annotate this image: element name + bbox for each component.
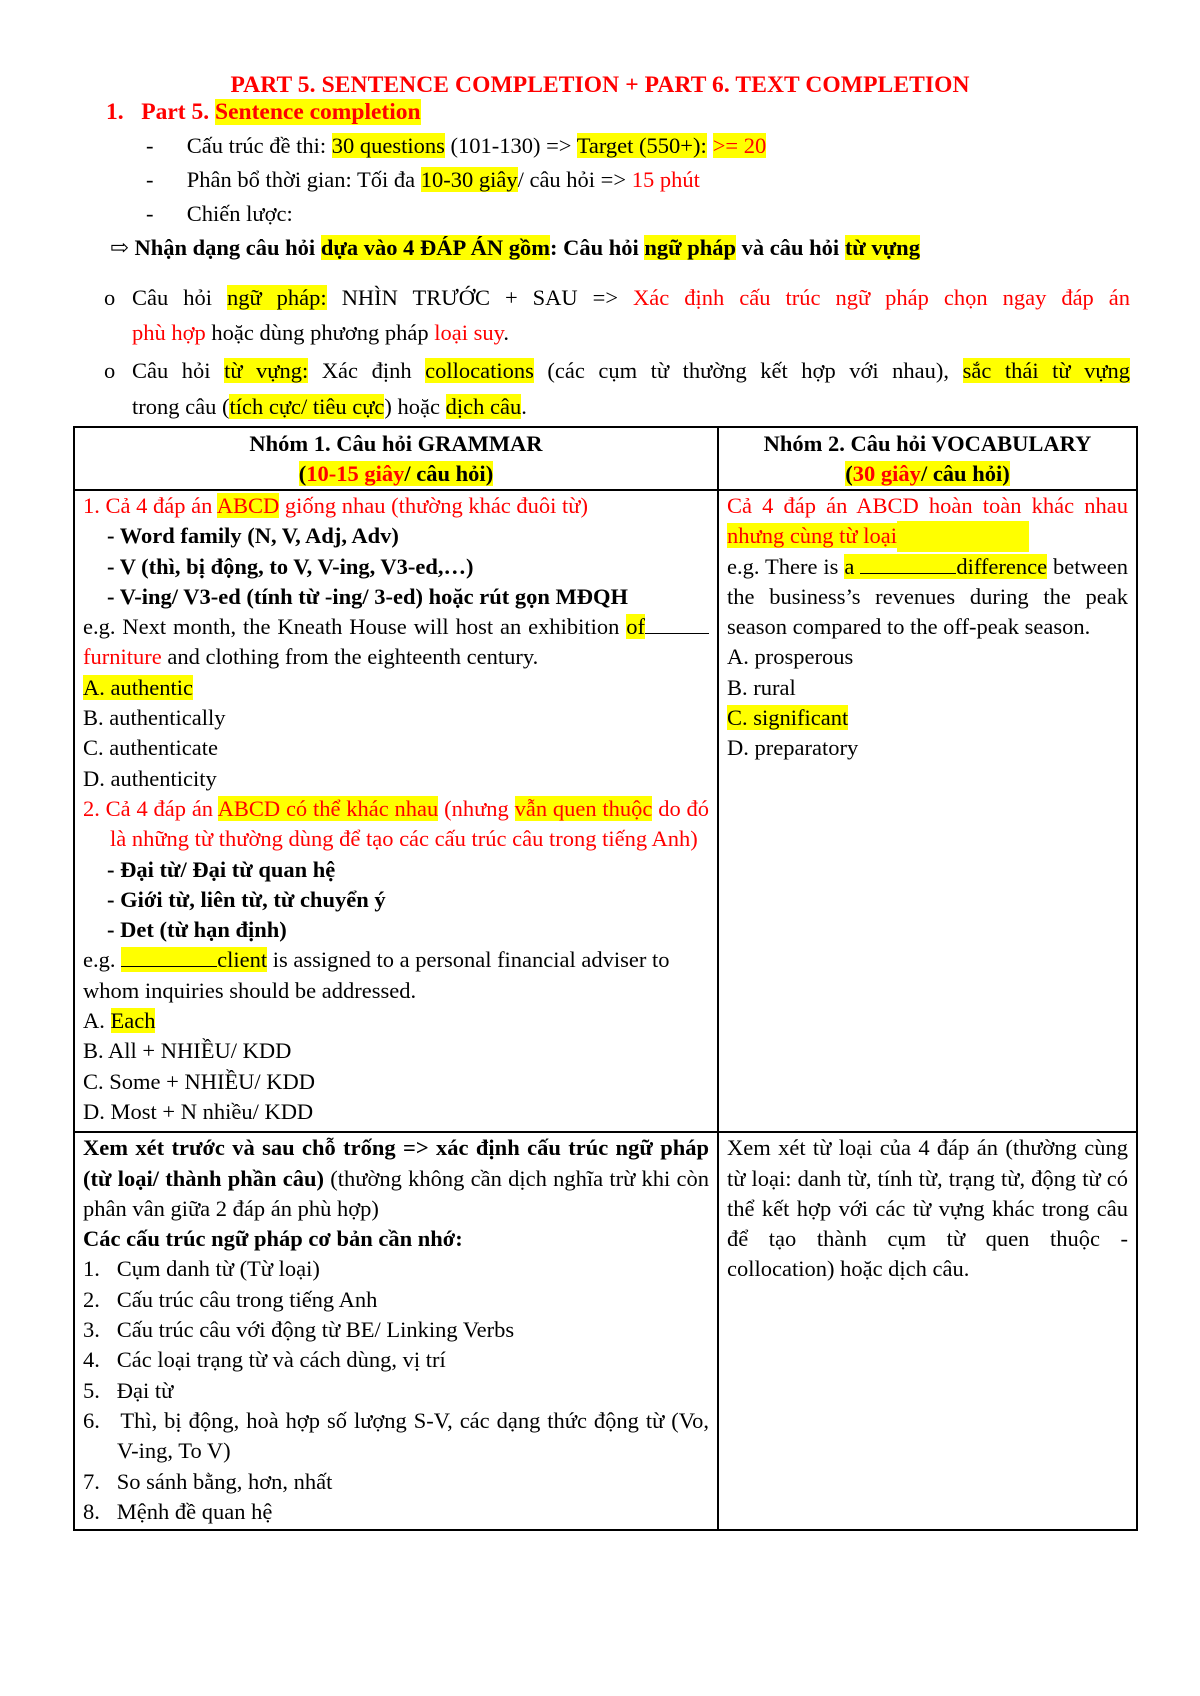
sub2-b: từ vựng: [224,358,309,383]
g1-heading [83,491,709,521]
v1-heading [727,491,1128,552]
v1-eg: e.g. There is [727,553,839,579]
table-row-method [74,1132,1137,1530]
v1-a: Cả 4 đáp án ABCD hoàn toàn khác nhau [727,493,1128,518]
sub2-j: dịch câu [445,394,522,419]
r2-item-5: Đại từ [116,1377,174,1403]
vocab-header-cell [718,427,1137,490]
h2-time-b: 30 giây [852,461,921,486]
structure-goal: >= 20 [712,133,767,158]
g2-rest: is assigned to a personal financial adviser to whom inquiries should be addressed. [83,947,670,1003]
r2-list-item: 5. Đại từ [83,1377,174,1403]
g1-item-ving: - V-ing/ V3-ed (tính từ -ing/ 3-ed) hoặc rút gọn MĐQH [107,583,629,609]
r2-item-3: Cấu trúc câu với động từ BE/ Linking Verbs [116,1317,515,1343]
v1-option-d: D. preparatory [727,735,859,761]
blank-line [645,615,709,634]
sub1-f: hoặc dùng phương pháp [211,320,429,345]
arrow-text-b: dựa vào 4 ĐÁP ÁN gồm [320,235,550,260]
strategy-label: Chiến lược: [186,201,293,226]
sub1-a: Câu hỏi [132,285,212,310]
bullet-time [146,165,700,195]
sub1-c: NHÌN TRƯỚC + SAU => [341,285,619,310]
r2-item-8: Mệnh đề quan hệ [116,1498,273,1524]
arrow-text-e: và câu hỏi [741,235,840,260]
r2-item-4: Các loại trạng từ và cách dùng, vị trí [116,1347,446,1373]
sub2-a: Câu hỏi [132,358,211,383]
sub-bullet-vocab-cont [132,392,527,422]
g2-option-b: B. All + NHIỀU/ KDD [83,1038,292,1064]
g2-eg: e.g. [83,947,116,973]
dash-glyph: - [146,201,154,226]
g2-item-preposition: - Giới từ, liên từ, từ chuyển ý [107,886,386,912]
sub1-d: Xác định cấu trúc ngữ pháp chọn ngay đáp án [633,285,1131,310]
g2-option-a [83,1006,709,1036]
g1-furniture: furniture [83,644,162,670]
sub2-h: tích cực/ tiêu cực [229,394,385,419]
sub1-e: phù hợp [132,320,206,345]
sub2-k: . [521,394,527,419]
bullet-structure [146,131,766,161]
v1-b: nhưng cùng từ loại [727,523,897,549]
v1-option-b: B. rural [727,674,796,700]
arrow-right-icon: ⇨ [110,235,129,260]
r2-item-2: Cấu trúc câu trong tiếng Anh [116,1286,378,1312]
time-total: 15 phút [631,167,700,192]
vocab-header-title: Nhóm 2. Câu hỏi VOCABULARY [763,431,1092,456]
arrow-text-f: từ vựng [844,235,920,260]
sub2-g: trong câu ( [132,394,230,419]
vocab-method-text: Xem xét từ loại của 4 đáp án (thường cùng từ loại: danh từ, tính từ, trạng từ, động từ có thể kết hợp với các từ vựng khác trong câu để tạo thành cụm từ quen thuộc - collocation) hoặc dịch câu. [727,1135,1128,1282]
g2-item-pronoun: - Đại từ/ Đại từ quan hệ [107,856,336,882]
v1-a-word: a [844,553,855,579]
r2-list-item: 2. Cấu trúc câu trong tiếng Anh [83,1286,378,1312]
g1-option-b: B. authentically [83,705,226,731]
grammar-header-cell [74,427,718,490]
r2-item-1: Cụm danh từ (Từ loại) [116,1256,320,1282]
r2-item-6: Thì, bị động, hoà hợp số lượng S-V, các dạng thức động từ (Vo, V-ing, To V) [117,1407,709,1464]
grammar-header-time [83,459,709,489]
blank-line [860,555,956,574]
r2-list-item: 4. Các loại trạng từ và cách dùng, vị trí [83,1347,446,1373]
r2-list-item: 1. Cụm danh từ (Từ loại) [83,1256,320,1282]
v1-option-a: A. prosperous [727,644,854,670]
g1-eg: e.g. Next month, the Kneath House will host an exhibition [83,614,620,640]
circle-bullet-icon: o [104,358,116,383]
h2-time-a: ( [845,461,853,486]
g2-heading [83,794,709,855]
arrow-line [110,233,920,263]
arrow-text-c: : Câu hỏi [549,235,639,260]
bullet-strategy [146,199,293,229]
g2-d: vẫn quen thuộc [514,795,653,821]
g2-client: client [217,947,268,973]
structure-questions: 30 questions [331,133,445,158]
time-label: Phân bổ thời gian: Tối đa [186,167,416,192]
g2-opt-a: Each [110,1008,156,1034]
sub2-d: collocations [425,358,534,383]
g2-example [83,945,709,1006]
arrow-text-d: ngữ pháp [644,235,737,260]
structure-range: (101-130) => [450,133,572,158]
g1-option-a [83,673,709,703]
h1-time-c: / câu hỏi) [404,461,494,486]
r2-heading: Các cấu trúc ngữ pháp cơ bản cần nhớ: [83,1226,463,1252]
g2-a: 2. Cả 4 đáp án [83,795,214,821]
g1-of: of [626,614,646,640]
g1-c: giống nhau (thường khác đuôi từ) [284,493,588,518]
arrow-text-a: Nhận dạng câu hỏi [134,235,316,260]
r2-list-item: 8. Mệnh đề quan hệ [83,1498,273,1524]
grammar-method-cell [74,1132,718,1530]
sub-bullet-grammar-cont [132,318,509,348]
comparison-table [73,426,1138,1531]
circle-bullet-icon: o [104,285,116,310]
g2-e: do đó là những từ thường dùng để tạo các cấu trúc câu trong tiếng Anh) [110,795,710,852]
h1-time-a: ( [298,461,307,486]
g1-option-c: C. authenticate [83,735,218,761]
blank-line [121,948,217,967]
g1-item-word-family: - Word family (N, V, Adj, Adv) [107,523,399,549]
table-row-examples [74,490,1137,1132]
g2-option-d: D. Most + N nhiều/ KDD [83,1098,314,1124]
sub-bullet-grammar [104,283,1130,313]
g2-b: ABCD có thể khác nhau [217,795,439,821]
v1-opt-c: C. significant [727,705,849,731]
structure-target: Target (550+): [576,133,707,158]
v1-rest: between the business’s revenues during the peak season compared to the off-peak season. [727,553,1128,640]
r2-item-7: So sánh bằng, hơn, nhất [116,1468,333,1494]
sub2-f: sắc thái từ vựng [962,358,1131,383]
g1-item-verb: - V (thì, bị động, to V, V-ing, V3-ed,…) [107,553,474,579]
g1-option-d: D. authenticity [83,765,217,791]
h2-time-c: / câu hỏi) [920,461,1010,486]
sub2-e: (các cụm từ thường kết hợp với nhau), [547,358,950,383]
g1-rest: and clothing from the eighteenth century. [167,644,539,670]
r2-list-item: 7. So sánh bằng, hơn, nhất [83,1468,333,1494]
sub1-b: ngữ pháp: [227,285,327,310]
vocab-header-time [727,459,1128,489]
structure-label: Cấu trúc đề thi: [186,133,327,158]
dash-glyph: - [146,133,154,158]
sub2-c: Xác định [321,358,412,383]
g2-option-c: C. Some + NHIỀU/ KDD [83,1068,316,1094]
section-name: Sentence completion [215,99,421,125]
g1-b: ABCD [216,493,280,518]
r2-list-item: 6. Thì, bị động, hoà hợp số lượng S-V, các dạng thức động từ (Vo, V-ing, To V) [83,1407,709,1464]
g1-a: 1. Cả 4 đáp án [83,493,213,518]
page-title: PART 5. SENTENCE COMPLETION + PART 6. TEXT COMPLETION [230,72,970,98]
sub-bullet-vocab [104,356,1130,386]
r2-list-item: 3. Cấu trúc câu với động từ BE/ Linking Verbs [83,1317,515,1343]
v1-diff: difference [956,553,1048,579]
sub2-i: ) hoặc [384,394,441,419]
v1-example [727,552,1128,643]
g2-opt-a-pre: A. [83,1008,105,1034]
r2-a: Xem xét trước và sau chỗ trống => xác định cấu trúc ngữ pháp (từ loại/ thành phần câu) [83,1135,709,1191]
section-number: 1. [106,99,124,125]
g1-opt-a: A. authentic [83,674,193,700]
sub1-g: loại suy [434,320,504,345]
g1-example [83,612,709,673]
dash-glyph: - [146,167,154,192]
time-range: 10-30 giây [420,167,518,192]
r2-b: (thường không cần dịch nghĩa trừ khi còn phân vân giữa 2 đáp án phù hợp) [83,1165,709,1221]
grammar-header-title: Nhóm 1. Câu hỏi GRAMMAR [249,431,543,456]
g2-c: (nhưng [444,795,509,821]
vocab-examples-cell [718,490,1137,1132]
sub1-h: . [503,320,510,345]
section-prefix: Part 5. [141,99,210,125]
g2-item-det: - Det (từ hạn định) [107,917,287,943]
table-header-row [74,427,1137,490]
time-mid: / câu hỏi => [517,167,627,192]
h1-time-b: 10-15 giây [306,461,405,486]
r2-intro [83,1133,709,1224]
vocab-method-cell [718,1132,1137,1530]
section-heading [106,97,421,127]
v1-option-c [727,703,1128,733]
grammar-examples-cell [74,490,718,1132]
